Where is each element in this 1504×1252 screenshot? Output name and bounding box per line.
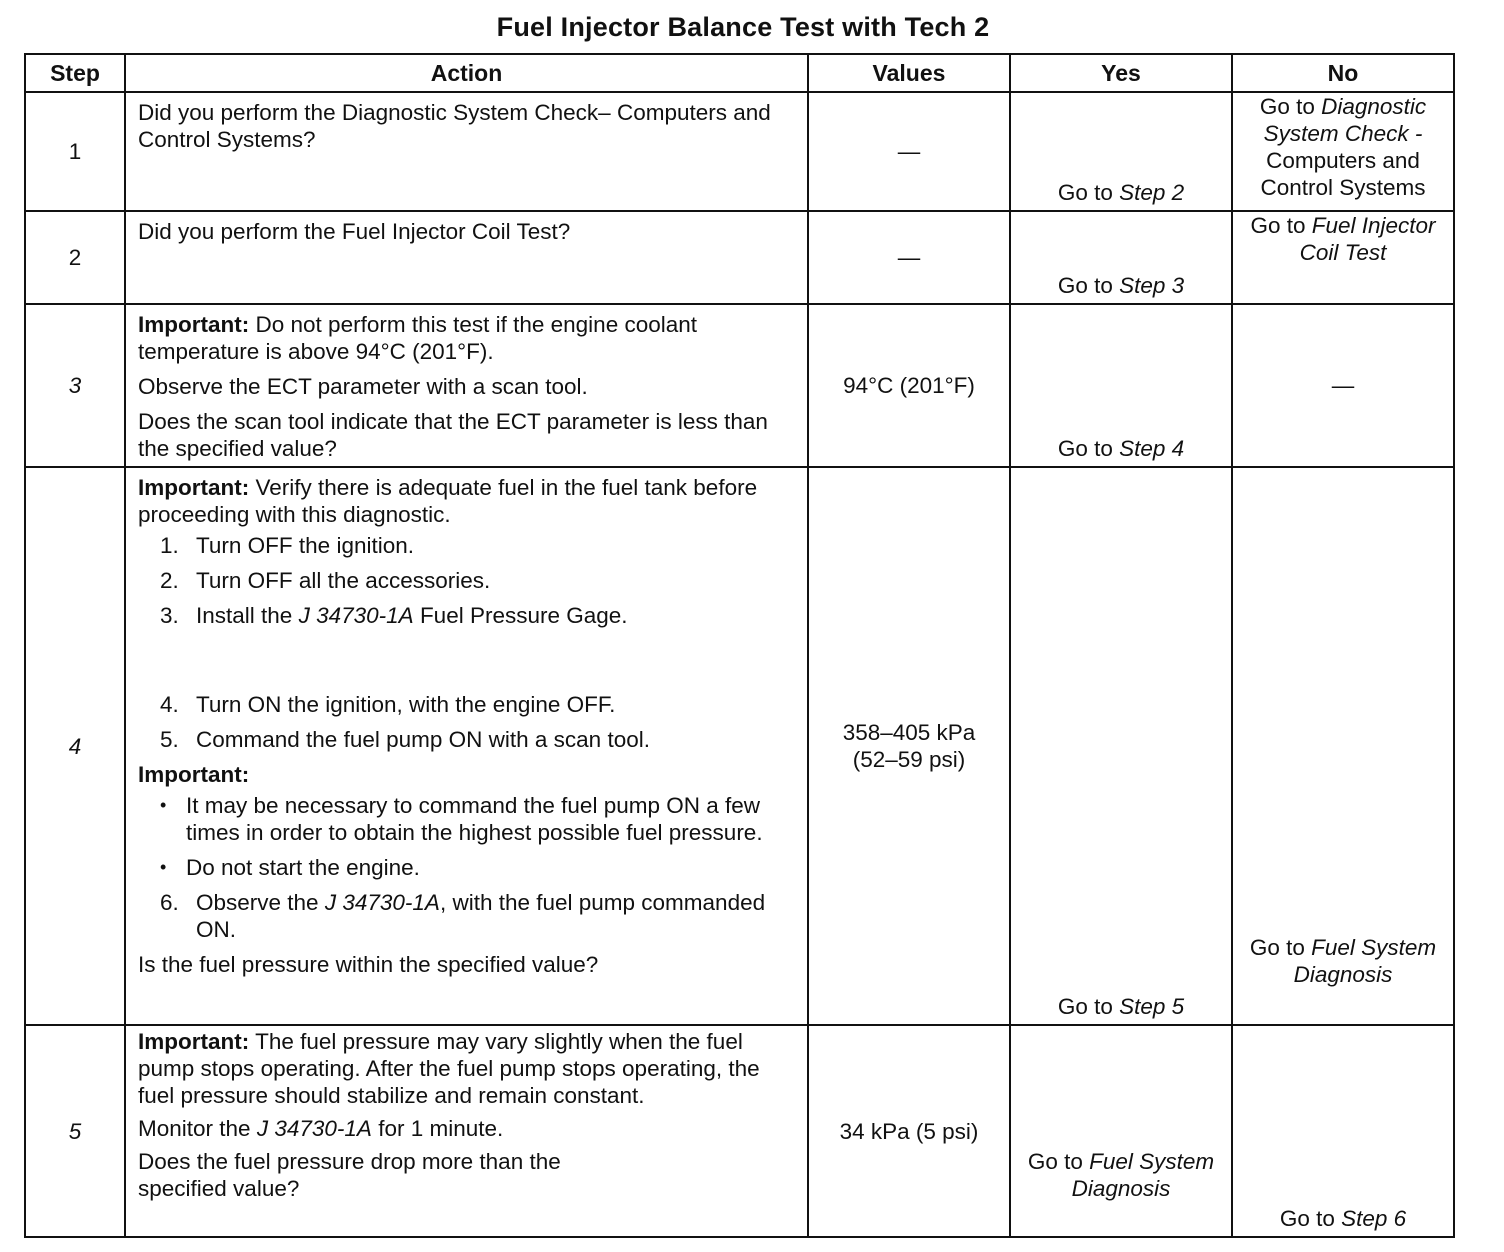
important-label: Important: xyxy=(138,475,250,500)
list-item: 6. Observe the J 34730-1A, with the fuel pump commanded ON. xyxy=(160,890,766,942)
table-row xyxy=(25,1025,1454,1237)
action-question: Does the scan tool indicate that the ECT parameter is less than the specified value? xyxy=(138,409,768,461)
yes-link[interactable]: Step 5 xyxy=(1119,994,1185,1019)
table-row xyxy=(25,211,1454,304)
values-cell xyxy=(808,467,1010,1025)
action-cell xyxy=(125,467,808,1025)
yes-prefix: Go to xyxy=(1057,994,1113,1019)
action-line: Observe the ECT parameter with a scan tool. xyxy=(138,374,588,399)
yes-link[interactable]: Fuel System Diagnosis xyxy=(1071,1149,1215,1201)
values-cell: — xyxy=(808,92,1010,211)
procedure-list xyxy=(138,889,797,943)
values-line: (52–59 psi) xyxy=(852,747,966,772)
list-item: 1. Turn OFF the ignition. xyxy=(160,533,415,558)
yes-cell xyxy=(1010,304,1232,467)
action-cell xyxy=(125,1025,808,1237)
diagnostic-table xyxy=(24,53,1455,1238)
important-label: Important: xyxy=(138,762,250,787)
action-question: Is the fuel pressure within the specified value? xyxy=(138,952,599,977)
list-item: 2. Turn OFF all the accessories. xyxy=(160,568,491,593)
yes-prefix: Go to xyxy=(1057,436,1113,461)
no-cell xyxy=(1232,467,1454,1025)
header-values: Values xyxy=(808,54,1010,92)
action-cell xyxy=(125,304,808,467)
list-item: 3. Install the J 34730-1A Fuel Pressure Gage. xyxy=(160,603,628,628)
yes-link[interactable]: Step 4 xyxy=(1119,436,1185,461)
action-text: Did you perform the Diagnostic System Check– Computers and Control Systems? xyxy=(138,100,771,152)
yes-prefix: Go to xyxy=(1057,273,1113,298)
no-prefix: Go to xyxy=(1250,213,1306,238)
no-cell xyxy=(1232,211,1454,304)
header-step: Step xyxy=(25,54,125,92)
yes-prefix: Go to xyxy=(1057,180,1113,205)
important-note xyxy=(138,474,797,528)
page-title: Fuel Injector Balance Test with Tech 2 xyxy=(496,12,990,42)
step-number: 3 xyxy=(25,304,125,467)
step-number: 4 xyxy=(25,467,125,1025)
important-text: Verify there is adequate fuel in the fuel tank before proceeding with this diagnostic. xyxy=(138,475,758,527)
table-row xyxy=(25,92,1454,211)
action-line: Monitor the J 34730-1A for 1 minute. xyxy=(138,1116,504,1141)
list-item: 5. Command the fuel pump ON with a scan tool. xyxy=(160,727,650,752)
values-cell: — xyxy=(808,211,1010,304)
step-number: 2 xyxy=(25,211,125,304)
list-item: 4. Turn ON the ignition, with the engine OFF. xyxy=(160,692,616,717)
yes-cell xyxy=(1010,1025,1232,1237)
header-yes: Yes xyxy=(1010,54,1232,92)
procedure-list xyxy=(138,532,797,753)
no-prefix: Go to xyxy=(1279,1206,1335,1231)
action-question: Does the fuel pressure drop more than the specified value? xyxy=(138,1149,561,1201)
no-prefix: Go to xyxy=(1249,935,1305,960)
important-note xyxy=(138,1028,797,1109)
important-text: The fuel pressure may vary slightly when the fuel pump stops operating. After the fuel pump stops operating, the fuel pressure should stabilize and remain constant. xyxy=(138,1029,760,1108)
no-link[interactable]: Step 6 xyxy=(1341,1206,1407,1231)
no-cell xyxy=(1232,1025,1454,1237)
header-row xyxy=(25,54,1454,92)
yes-prefix: Go to xyxy=(1027,1149,1083,1174)
header-no: No xyxy=(1232,54,1454,92)
header-action: Action xyxy=(125,54,808,92)
action-cell xyxy=(125,92,808,211)
important-note xyxy=(138,311,797,365)
no-suffix: Computers and Control Systems xyxy=(1260,148,1426,200)
important-label: Important: xyxy=(138,312,250,337)
step-number: 5 xyxy=(25,1025,125,1237)
important-label: Important: xyxy=(138,1029,250,1054)
list-item: • It may be necessary to command the fuel pump ON a few times in order to obtain the highest possible fuel pressure. xyxy=(160,793,763,845)
yes-link[interactable]: Step 3 xyxy=(1119,273,1185,298)
tool-reference: J 34730-1A xyxy=(256,1116,372,1141)
tool-reference: J 34730-1A xyxy=(298,603,414,628)
yes-cell xyxy=(1010,92,1232,211)
step-number: 1 xyxy=(25,92,125,211)
important-bullets xyxy=(138,792,797,881)
no-prefix: Go to xyxy=(1259,94,1315,119)
action-cell xyxy=(125,211,808,304)
yes-link[interactable]: Step 2 xyxy=(1119,180,1185,205)
yes-cell xyxy=(1010,467,1232,1025)
no-cell: — xyxy=(1232,304,1454,467)
values-cell: 34 kPa (5 psi) xyxy=(808,1025,1010,1237)
no-link[interactable]: Diagnostic System Check - xyxy=(1263,94,1427,146)
no-link[interactable]: Fuel System Diagnosis xyxy=(1293,935,1437,987)
action-text: Did you perform the Fuel Injector Coil Test? xyxy=(138,219,571,244)
table-row xyxy=(25,467,1454,1025)
table-row xyxy=(25,304,1454,467)
values-line: 358–405 kPa xyxy=(842,720,976,745)
list-item: • Do not start the engine. xyxy=(160,855,420,880)
important-text: Do not perform this test if the engine coolant temperature is above 94°C (201°F). xyxy=(138,312,698,364)
no-cell xyxy=(1232,92,1454,211)
values-cell: 94°C (201°F) xyxy=(808,304,1010,467)
tool-reference: J 34730-1A xyxy=(324,890,440,915)
no-link[interactable]: Fuel Injector Coil Test xyxy=(1299,213,1436,265)
yes-cell xyxy=(1010,211,1232,304)
